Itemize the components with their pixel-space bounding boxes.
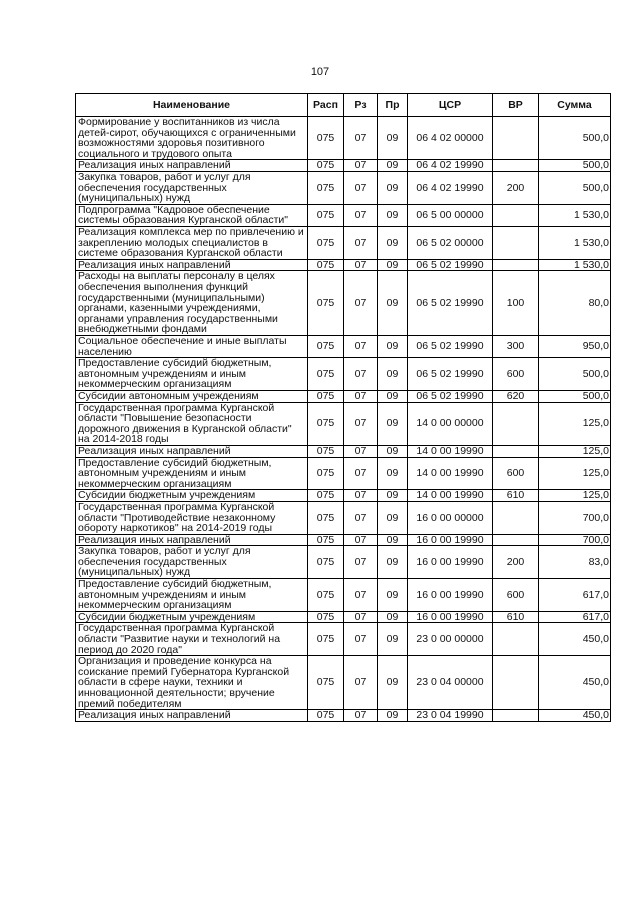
cell-name: Расходы на выплаты персоналу в целях обеспечения выполнения функций государственными (муниципальными) органами, казенными учреждениями, органами управления государственными внебюджетными фондами [76, 271, 308, 336]
cell-vr [493, 402, 539, 445]
cell-sum: 500,0 [539, 358, 611, 391]
cell-name: Подпрограмма "Кадровое обеспечение системы образования Курганской области" [76, 204, 308, 226]
cell-pr: 09 [378, 117, 408, 160]
cell-rasp: 075 [308, 204, 344, 226]
cell-sum: 500,0 [539, 171, 611, 204]
table-header [76, 94, 611, 117]
table-row [76, 226, 611, 259]
header-rasp: Расп [308, 94, 344, 117]
cell-rz: 07 [344, 117, 378, 160]
cell-csr: 06 5 02 19990 [408, 259, 493, 271]
cell-vr: 600 [493, 358, 539, 391]
cell-name: Предоставление субсидий бюджетным, автономным учреждениям и иным некоммерческим организациям [76, 579, 308, 612]
cell-name: Реализация иных направлений [76, 534, 308, 546]
header-row [76, 94, 611, 117]
cell-rasp: 075 [308, 534, 344, 546]
cell-rz: 07 [344, 358, 378, 391]
cell-name: Закупка товаров, работ и услуг для обеспечения государственных (муниципальных) нужд [76, 546, 308, 579]
cell-csr: 23 0 04 00000 [408, 656, 493, 710]
cell-vr: 200 [493, 171, 539, 204]
header-vr: ВР [493, 94, 539, 117]
cell-name: Государственная программа Курганской области "Повышение безопасности дорожного движения в Курганской области" на 2014-2018 годы [76, 402, 308, 445]
cell-rasp: 075 [308, 358, 344, 391]
cell-rasp: 075 [308, 335, 344, 357]
header-csr: ЦСР [408, 94, 493, 117]
cell-rz: 07 [344, 579, 378, 612]
cell-csr: 06 5 02 19990 [408, 335, 493, 357]
cell-rz: 07 [344, 534, 378, 546]
cell-rasp: 075 [308, 160, 344, 172]
cell-sum: 500,0 [539, 390, 611, 402]
page-number: 107 [310, 66, 330, 78]
cell-csr: 06 5 02 19990 [408, 271, 493, 336]
cell-sum: 617,0 [539, 611, 611, 623]
cell-name: Социальное обеспечение и иные выплаты населению [76, 335, 308, 357]
cell-vr [493, 160, 539, 172]
cell-pr: 09 [378, 546, 408, 579]
cell-vr [493, 710, 539, 722]
cell-vr [493, 534, 539, 546]
table-row [76, 204, 611, 226]
cell-vr [493, 656, 539, 710]
cell-pr: 09 [378, 501, 408, 534]
cell-csr: 23 0 04 19990 [408, 710, 493, 722]
cell-name: Субсидии автономным учреждениям [76, 390, 308, 402]
cell-sum: 83,0 [539, 546, 611, 579]
cell-pr: 09 [378, 490, 408, 502]
cell-name: Субсидии бюджетным учреждениям [76, 611, 308, 623]
cell-pr: 09 [378, 271, 408, 336]
cell-vr: 300 [493, 335, 539, 357]
table-body [76, 117, 611, 722]
cell-name: Реализация иных направлений [76, 160, 308, 172]
cell-pr: 09 [378, 358, 408, 391]
cell-sum: 617,0 [539, 579, 611, 612]
cell-rz: 07 [344, 204, 378, 226]
table-row [76, 271, 611, 336]
cell-vr [493, 226, 539, 259]
cell-csr: 06 5 02 19990 [408, 358, 493, 391]
cell-rz: 07 [344, 490, 378, 502]
cell-csr: 16 0 00 19990 [408, 546, 493, 579]
cell-name: Закупка товаров, работ и услуг для обеспечения государственных (муниципальных) нужд [76, 171, 308, 204]
cell-pr: 09 [378, 335, 408, 357]
cell-pr: 09 [378, 259, 408, 271]
cell-vr [493, 623, 539, 656]
header-name: Наименование [76, 94, 308, 117]
cell-rz: 07 [344, 710, 378, 722]
cell-rz: 07 [344, 259, 378, 271]
cell-rasp: 075 [308, 546, 344, 579]
table-row [76, 579, 611, 612]
cell-rz: 07 [344, 160, 378, 172]
cell-pr: 09 [378, 402, 408, 445]
cell-csr: 06 5 02 19990 [408, 390, 493, 402]
cell-rasp: 075 [308, 117, 344, 160]
table-row [76, 611, 611, 623]
cell-vr: 600 [493, 457, 539, 490]
cell-vr: 610 [493, 490, 539, 502]
table-row [76, 534, 611, 546]
table-row [76, 623, 611, 656]
cell-rasp: 075 [308, 710, 344, 722]
cell-name: Реализация комплекса мер по привлечению и закреплению молодых специалистов в системе образования Курганской области [76, 226, 308, 259]
cell-sum: 125,0 [539, 490, 611, 502]
cell-name: Государственная программа Курганской области "Развитие науки и технологий на период до 2020 года" [76, 623, 308, 656]
cell-rz: 07 [344, 501, 378, 534]
cell-sum: 1 530,0 [539, 204, 611, 226]
cell-rz: 07 [344, 402, 378, 445]
cell-pr: 09 [378, 656, 408, 710]
budget-table [75, 93, 611, 722]
cell-csr: 06 4 02 19990 [408, 171, 493, 204]
cell-rz: 07 [344, 623, 378, 656]
cell-pr: 09 [378, 579, 408, 612]
cell-csr: 23 0 00 00000 [408, 623, 493, 656]
cell-name: Субсидии бюджетным учреждениям [76, 490, 308, 502]
cell-sum: 125,0 [539, 445, 611, 457]
table-row [76, 390, 611, 402]
cell-csr: 16 0 00 19990 [408, 534, 493, 546]
cell-rz: 07 [344, 445, 378, 457]
cell-rasp: 075 [308, 457, 344, 490]
cell-csr: 14 0 00 00000 [408, 402, 493, 445]
cell-pr: 09 [378, 160, 408, 172]
cell-csr: 14 0 00 19990 [408, 445, 493, 457]
table-row [76, 358, 611, 391]
cell-pr: 09 [378, 204, 408, 226]
cell-sum: 125,0 [539, 457, 611, 490]
cell-rasp: 075 [308, 390, 344, 402]
table-row [76, 546, 611, 579]
cell-csr: 06 4 02 19990 [408, 160, 493, 172]
table-row [76, 259, 611, 271]
header-sum: Сумма [539, 94, 611, 117]
cell-vr: 620 [493, 390, 539, 402]
cell-vr [493, 117, 539, 160]
cell-pr: 09 [378, 457, 408, 490]
cell-rasp: 075 [308, 445, 344, 457]
cell-rz: 07 [344, 271, 378, 336]
cell-name: Предоставление субсидий бюджетным, автономным учреждениям и иным некоммерческим организациям [76, 358, 308, 391]
cell-sum: 125,0 [539, 402, 611, 445]
cell-vr [493, 204, 539, 226]
cell-sum: 700,0 [539, 534, 611, 546]
cell-csr: 16 0 00 19990 [408, 579, 493, 612]
cell-sum: 950,0 [539, 335, 611, 357]
cell-rasp: 075 [308, 226, 344, 259]
cell-sum: 1 530,0 [539, 259, 611, 271]
cell-csr: 06 5 00 00000 [408, 204, 493, 226]
table-row [76, 656, 611, 710]
cell-rz: 07 [344, 390, 378, 402]
cell-csr: 06 5 02 00000 [408, 226, 493, 259]
cell-pr: 09 [378, 445, 408, 457]
cell-csr: 16 0 00 00000 [408, 501, 493, 534]
cell-rasp: 075 [308, 501, 344, 534]
cell-sum: 450,0 [539, 710, 611, 722]
table-row [76, 490, 611, 502]
cell-rasp: 075 [308, 402, 344, 445]
cell-vr [493, 259, 539, 271]
cell-pr: 09 [378, 611, 408, 623]
cell-sum: 450,0 [539, 623, 611, 656]
cell-sum: 450,0 [539, 656, 611, 710]
cell-rasp: 075 [308, 656, 344, 710]
cell-rz: 07 [344, 656, 378, 710]
cell-sum: 80,0 [539, 271, 611, 336]
cell-rz: 07 [344, 546, 378, 579]
cell-pr: 09 [378, 171, 408, 204]
cell-vr: 610 [493, 611, 539, 623]
cell-rasp: 075 [308, 259, 344, 271]
table-row [76, 710, 611, 722]
cell-rasp: 075 [308, 623, 344, 656]
cell-rasp: 075 [308, 611, 344, 623]
cell-name: Формирование у воспитанников из числа детей-сирот, обучающихся с ограниченными возможностями здоровья позитивного социального и трудового опыта [76, 117, 308, 160]
cell-csr: 06 4 02 00000 [408, 117, 493, 160]
cell-name: Реализация иных направлений [76, 710, 308, 722]
cell-rasp: 075 [308, 490, 344, 502]
cell-vr: 100 [493, 271, 539, 336]
cell-rz: 07 [344, 335, 378, 357]
cell-rz: 07 [344, 226, 378, 259]
cell-name: Организация и проведение конкурса на соискание премий Губернатора Курганской области в сфере науки, техники и инновационной деятельности; вручение премий победителям [76, 656, 308, 710]
table-row [76, 335, 611, 357]
cell-vr [493, 501, 539, 534]
cell-vr: 600 [493, 579, 539, 612]
cell-rz: 07 [344, 171, 378, 204]
table-row [76, 160, 611, 172]
cell-pr: 09 [378, 710, 408, 722]
table-row [76, 117, 611, 160]
cell-rz: 07 [344, 457, 378, 490]
cell-rz: 07 [344, 611, 378, 623]
cell-pr: 09 [378, 226, 408, 259]
cell-pr: 09 [378, 390, 408, 402]
cell-name: Реализация иных направлений [76, 445, 308, 457]
cell-name: Реализация иных направлений [76, 259, 308, 271]
cell-rasp: 075 [308, 579, 344, 612]
cell-rasp: 075 [308, 271, 344, 336]
cell-sum: 500,0 [539, 117, 611, 160]
table-row [76, 445, 611, 457]
cell-name: Государственная программа Курганской области "Противодействие незаконному обороту наркотиков" на 2014-2019 годы [76, 501, 308, 534]
cell-vr [493, 445, 539, 457]
cell-rasp: 075 [308, 171, 344, 204]
header-rz: Рз [344, 94, 378, 117]
table-row [76, 457, 611, 490]
table-row [76, 402, 611, 445]
header-pr: Пр [378, 94, 408, 117]
cell-sum: 500,0 [539, 160, 611, 172]
cell-pr: 09 [378, 534, 408, 546]
cell-pr: 09 [378, 623, 408, 656]
cell-csr: 14 0 00 19990 [408, 490, 493, 502]
cell-vr: 200 [493, 546, 539, 579]
table-row [76, 501, 611, 534]
cell-csr: 16 0 00 19990 [408, 611, 493, 623]
table-row [76, 171, 611, 204]
cell-csr: 14 0 00 19990 [408, 457, 493, 490]
cell-sum: 1 530,0 [539, 226, 611, 259]
cell-sum: 700,0 [539, 501, 611, 534]
cell-name: Предоставление субсидий бюджетным, автономным учреждениям и иным некоммерческим организациям [76, 457, 308, 490]
